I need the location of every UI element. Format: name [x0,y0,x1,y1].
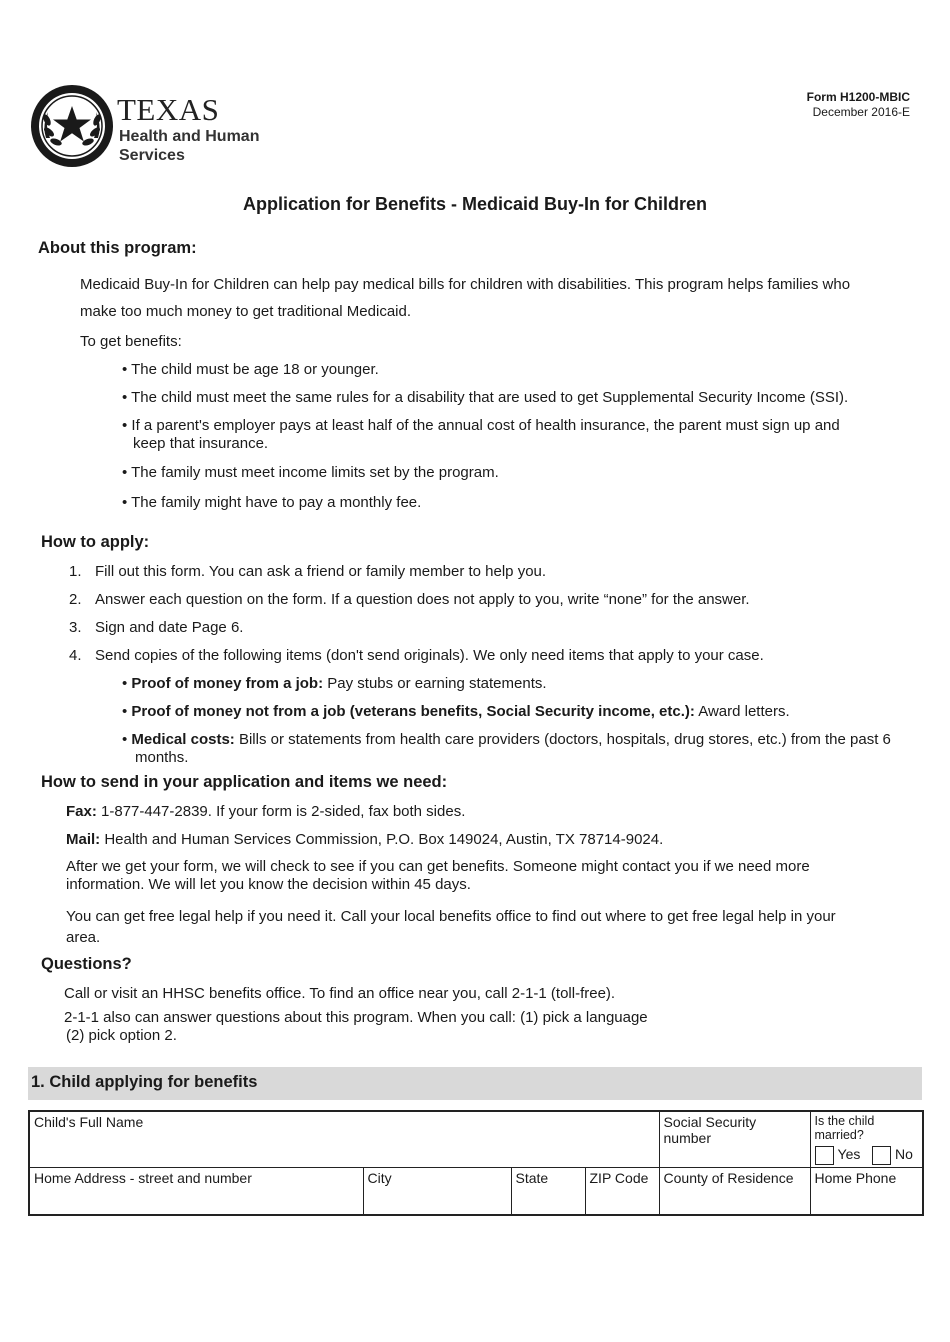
about-bullet: • The child must meet the same rules for a disability that are used to get Supplemental Security Income (SSI). [122,389,849,406]
married-question-label: Is the child married? [814,1114,875,1142]
child-name-label: Child's Full Name [34,1114,144,1130]
child-name-field[interactable] [29,1111,659,1168]
zip-label: ZIP Code [589,1170,649,1186]
fax-label: Fax: [66,803,97,820]
questions-line3: (2) pick option 2. [66,1027,177,1044]
married-no-label: No [895,1146,913,1163]
logo-texas: TEXAS [117,92,220,127]
apply-step-number: 4. [69,647,82,664]
after-paragraph-line2: information. We will let you know the decision within 45 days. [66,876,471,893]
apply-item-label: Proof of money from a job: [131,675,324,692]
home-phone-label: Home Phone [814,1170,897,1186]
logo-subtitle-line2: Services [119,147,185,164]
married-yes-checkbox[interactable] [815,1146,834,1165]
apply-heading: How to apply: [41,533,150,551]
about-bullet: • The family must meet income limits set by the program. [122,464,499,481]
apply-item-label: Medical costs: [131,731,235,748]
apply-item-text: Pay stubs or earning statements. [323,675,547,692]
questions-heading: Questions? [41,955,132,973]
page-title: Application for Benefits - Medicaid Buy-In for Children [242,194,708,214]
home-phone-field[interactable] [810,1168,923,1216]
apply-item-medical-continuation: months. [135,749,189,766]
mail-text: Health and Human Services Commission, P.O. Box 149024, Austin, TX 78714-9024. [100,831,664,848]
married-no-checkbox[interactable] [872,1146,891,1165]
apply-step-number: 3. [69,619,82,636]
section1-header-bar [28,1067,922,1100]
fax-text: 1-877-447-2839. If your form is 2-sided, fax both sides. [96,803,466,820]
apply-item-job: • Proof of money from a job: Pay stubs or earning statements. [122,675,547,692]
child-info-table [28,1110,924,1216]
about-paragraph-line1: Medicaid Buy-In for Children can help pay medical bills for children with disabilities. This program helps families who [80,276,851,293]
mail-label: Mail: [66,831,101,848]
questions-line1: Call or visit an HHSC benefits office. To find an office near you, call 2-1-1 (toll-free). [64,985,616,1002]
about-bullet-continuation: keep that insurance. [133,435,269,452]
logo-subtitle-line1: Health and Human [119,128,260,145]
section1-heading: 1. Child applying for benefits [31,1073,258,1091]
apply-step-text: Send copies of the following items (don't send originals). We only need items that apply to your case. [95,647,764,664]
apply-step-number: 2. [69,591,82,608]
about-bullet: • The family might have to pay a monthly fee. [122,494,422,511]
mail-line [66,831,663,848]
ssn-label: Social Security number [663,1114,757,1146]
form-date: December 2016-E [812,105,910,119]
send-heading: How to send in your application and items we need: [41,773,448,791]
apply-item-text: Bills or statements from health care providers (doctors, hospitals, drug stores, etc.) from the past 6 [234,731,891,748]
to-get-benefits: To get benefits: [80,333,182,350]
apply-step-text: Answer each question on the form. If a question does not apply to you, write “none” for the answer. [95,591,750,608]
apply-step-number: 1. [69,563,82,580]
ssn-field[interactable] [659,1111,810,1168]
married-question-cell [810,1111,923,1168]
apply-item-text: Award letters. [694,703,790,720]
zip-field[interactable] [585,1168,659,1216]
legal-paragraph-line1: You can get free legal help if you need it. Call your local benefits office to find out where to get free legal help in your [66,908,836,925]
legal-paragraph-line2: area. [66,929,101,946]
apply-item-medical: • Medical costs: Bills or statements from health care providers (doctors, hospitals, drug stores, etc.) from the past 6 [122,731,891,748]
logo-subtitle [119,127,259,165]
about-heading: About this program: [38,239,197,257]
apply-step-text: Fill out this form. You can ask a friend or family member to help you. [95,563,547,580]
home-address-field[interactable] [29,1168,363,1216]
about-paragraph-line2: make too much money to get traditional Medicaid. [80,303,412,320]
fax-line [66,803,465,820]
apply-item-nonjob: • Proof of money not from a job (veterans benefits, Social Security income, etc.): Award letters. [122,703,790,720]
home-address-label: Home Address - street and number [34,1170,252,1186]
apply-step-text: Sign and date Page 6. [95,619,244,636]
about-bullet: • If a parent's employer pays at least half of the annual cost of health insurance, the parent must sign up and [122,417,840,434]
apply-item-label: Proof of money not from a job (veterans benefits, Social Security income, etc.): [131,703,695,720]
after-paragraph-line1: After we get your form, we will check to see if you can get benefits. Someone might contact you if we need more [66,858,810,875]
form-number: Form H1200-MBIC [806,90,910,104]
about-bullet: • The child must be age 18 or younger. [122,361,379,378]
texas-seal-logo [30,84,114,168]
county-label: County of Residence [663,1170,794,1186]
state-label: State [515,1170,549,1186]
married-yes-label: Yes [837,1146,861,1163]
city-label: City [367,1170,392,1186]
questions-line2: 2-1-1 also can answer questions about this program. When you call: (1) pick a language [64,1009,648,1026]
county-field[interactable] [659,1168,810,1216]
state-field[interactable] [511,1168,585,1216]
city-field[interactable] [363,1168,511,1216]
married-options [815,1146,919,1165]
